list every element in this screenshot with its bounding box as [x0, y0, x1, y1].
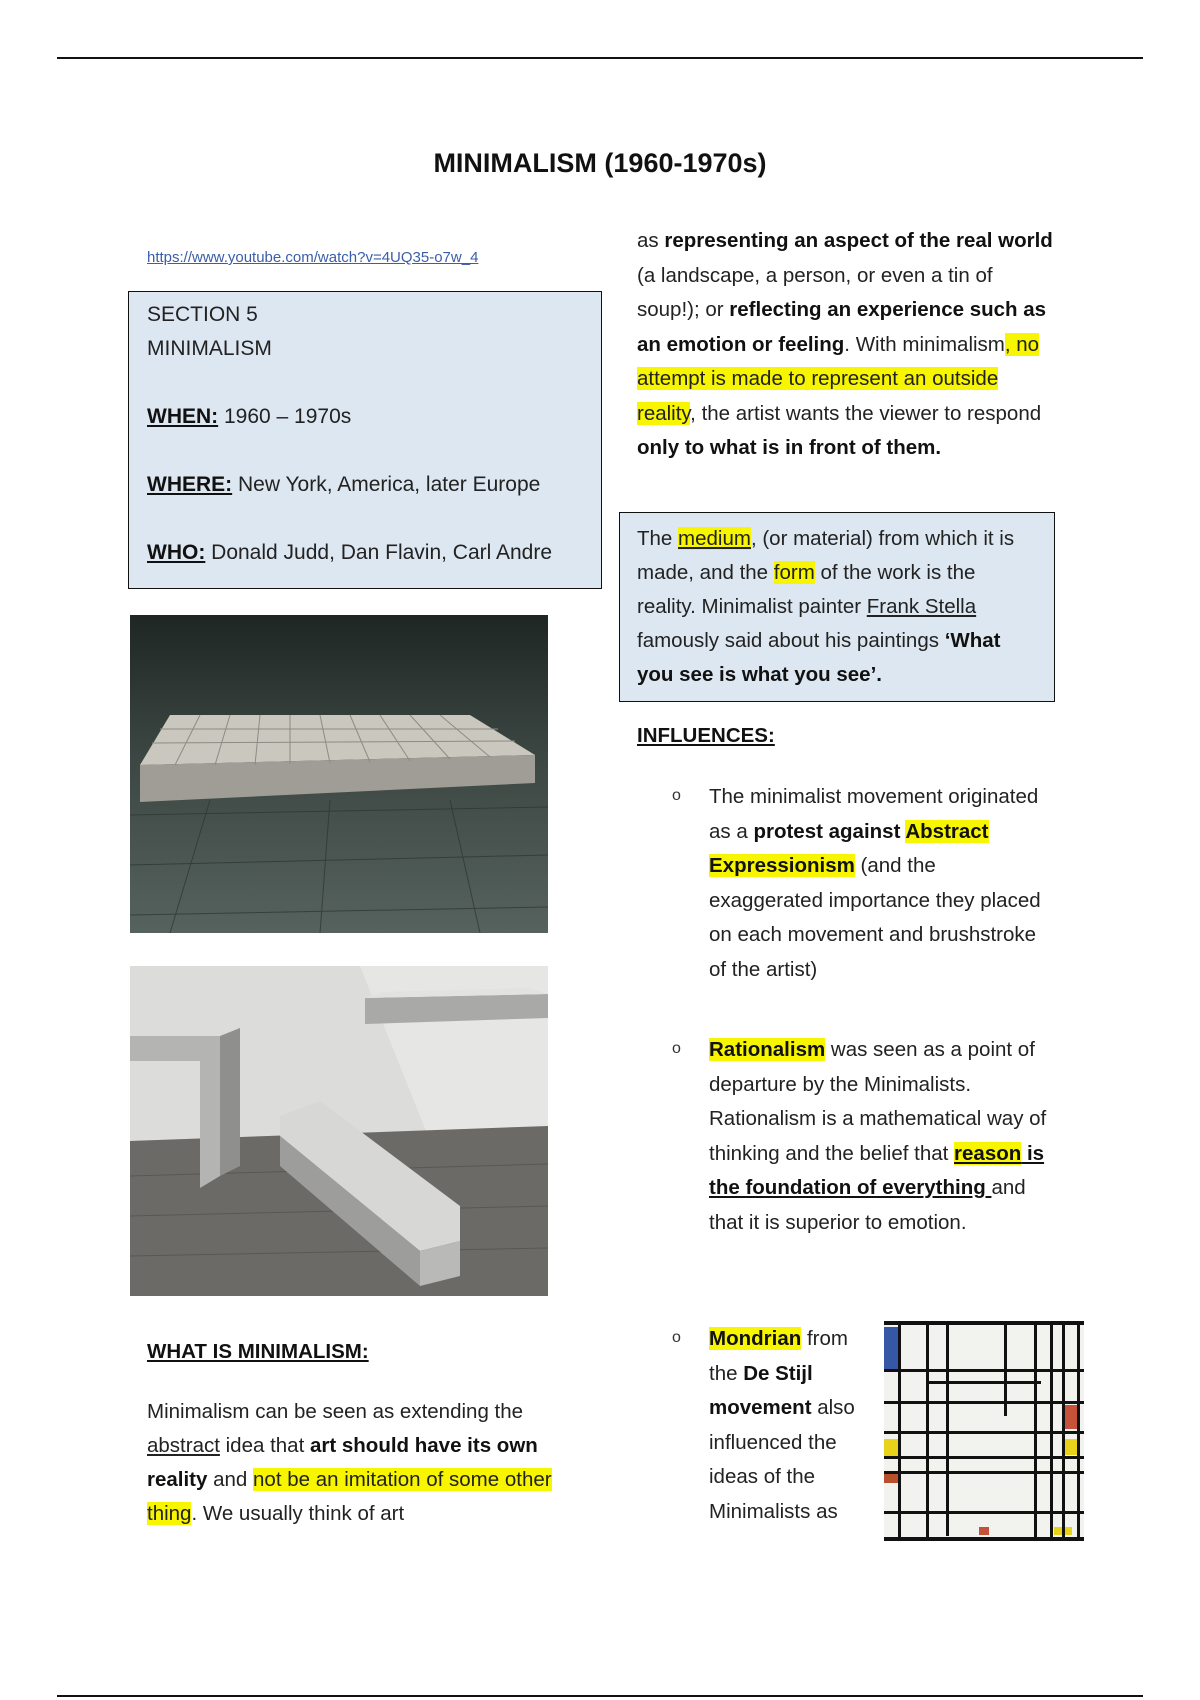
bold-phrase: representing an aspect of the real world: [664, 229, 1053, 252]
highlighted-phrase: reason: [954, 1141, 1022, 1165]
highlighted-phrase: , no attempt is made to represent an outside reality: [637, 332, 1040, 425]
where-value: New York, America, later Europe: [232, 473, 541, 496]
bold-phrase: De Stijl movement: [709, 1361, 813, 1419]
bold-phrase: only to what is in front of them.: [637, 436, 942, 459]
text-run: and that it is superior to emotion.: [709, 1176, 1026, 1234]
section-name: MINIMALISM: [147, 337, 272, 360]
bold-phrase: reflecting an experience such as an emotion or feeling: [637, 298, 1047, 356]
bold-phrase: is the foundation of everything: [709, 1141, 1045, 1199]
text-run: . With minimalism: [844, 332, 1005, 356]
who-value: Donald Judd, Dan Flavin, Carl Andre: [205, 541, 553, 564]
influence-item-rationalism: [709, 1033, 1054, 1240]
text-run: (and the exaggerated importance they placed on each movement and brushstroke of the artist): [709, 854, 1041, 981]
highlighted-phrase: Rationalism: [709, 1038, 826, 1061]
bold-phrase: protest against: [753, 819, 906, 843]
bullet-marker: o: [672, 787, 681, 804]
influences-heading: INFLUENCES:: [637, 724, 775, 747]
form-term: form: [773, 561, 815, 584]
influence-item-mondrian: [709, 1322, 874, 1529]
text-run: Minimalism can be seen as extending the: [147, 1400, 524, 1423]
text-run: , (or material) from which it is made, and the: [637, 527, 1015, 584]
text-run: (a landscape, a person, or even a tin of soup!); or: [637, 263, 993, 321]
text-run: and: [207, 1468, 254, 1491]
what-is-minimalism-section: [147, 1335, 577, 1531]
youtube-link[interactable]: https://www.youtube.com/watch?v=4UQ35-o7w_4: [147, 249, 479, 266]
text-run: . We usually think of art: [191, 1502, 405, 1525]
influence-item-abstract-expressionism: [709, 780, 1054, 987]
top-rule: [57, 57, 1143, 59]
text-run: was seen as a point of departure by the Minimalists. Rationalism is a mathematical way of thinking and the belief that: [709, 1038, 1047, 1165]
text-run: also influenced the ideas of the Minimalists as: [709, 1396, 855, 1523]
page-title: MINIMALISM (1960-1970s): [433, 148, 767, 178]
highlighted-phrase: Abstract Expressionism: [709, 819, 989, 877]
mondrian-painting: [884, 1321, 1084, 1541]
what-is-heading: WHAT IS MINIMALISM:: [147, 1340, 369, 1363]
text-run: famously said about his paintings: [637, 629, 945, 652]
text-run: The: [637, 527, 679, 550]
stella-quote-box: [619, 512, 1055, 702]
text-run: , the artist wants the viewer to respond: [690, 401, 1042, 425]
frank-stella-name: Frank Stella: [866, 595, 977, 618]
who-label: WHO:: [147, 541, 206, 564]
text-run: idea that: [219, 1434, 310, 1457]
where-label: WHERE:: [147, 473, 233, 496]
text-run: The minimalist movement originated as a: [709, 785, 1039, 843]
bullet-marker: o: [672, 1040, 681, 1057]
floor-tile-sculpture-photo: [130, 615, 548, 933]
where-line: [147, 468, 583, 502]
when-value: 1960 – 1970s: [218, 405, 352, 428]
stella-quote: ‘What you see is what you see’.: [637, 629, 1001, 686]
medium-term: medium: [678, 527, 751, 550]
bold-phrase: art should have its own reality: [147, 1434, 538, 1491]
text-run: as: [637, 229, 665, 252]
when-line: [147, 400, 583, 434]
text-run: of the work is the reality. Minimalist painter: [637, 561, 976, 618]
highlighted-phrase: Mondrian: [709, 1327, 802, 1350]
text-run: from the: [709, 1327, 848, 1385]
section-label: SECTION 5: [147, 303, 258, 326]
highlighted-phrase: not be an imitation of some other thing: [147, 1468, 552, 1525]
bottom-rule: [57, 1695, 1143, 1697]
who-line: [147, 536, 583, 570]
right-column-paragraph: [637, 224, 1057, 466]
gallery-sculpture-photo: [130, 966, 548, 1296]
when-label: WHEN:: [147, 405, 219, 428]
info-box: [128, 291, 602, 589]
bullet-marker: o: [672, 1329, 681, 1346]
what-is-paragraph: [147, 1395, 577, 1531]
abstract-term: abstract: [147, 1434, 220, 1457]
